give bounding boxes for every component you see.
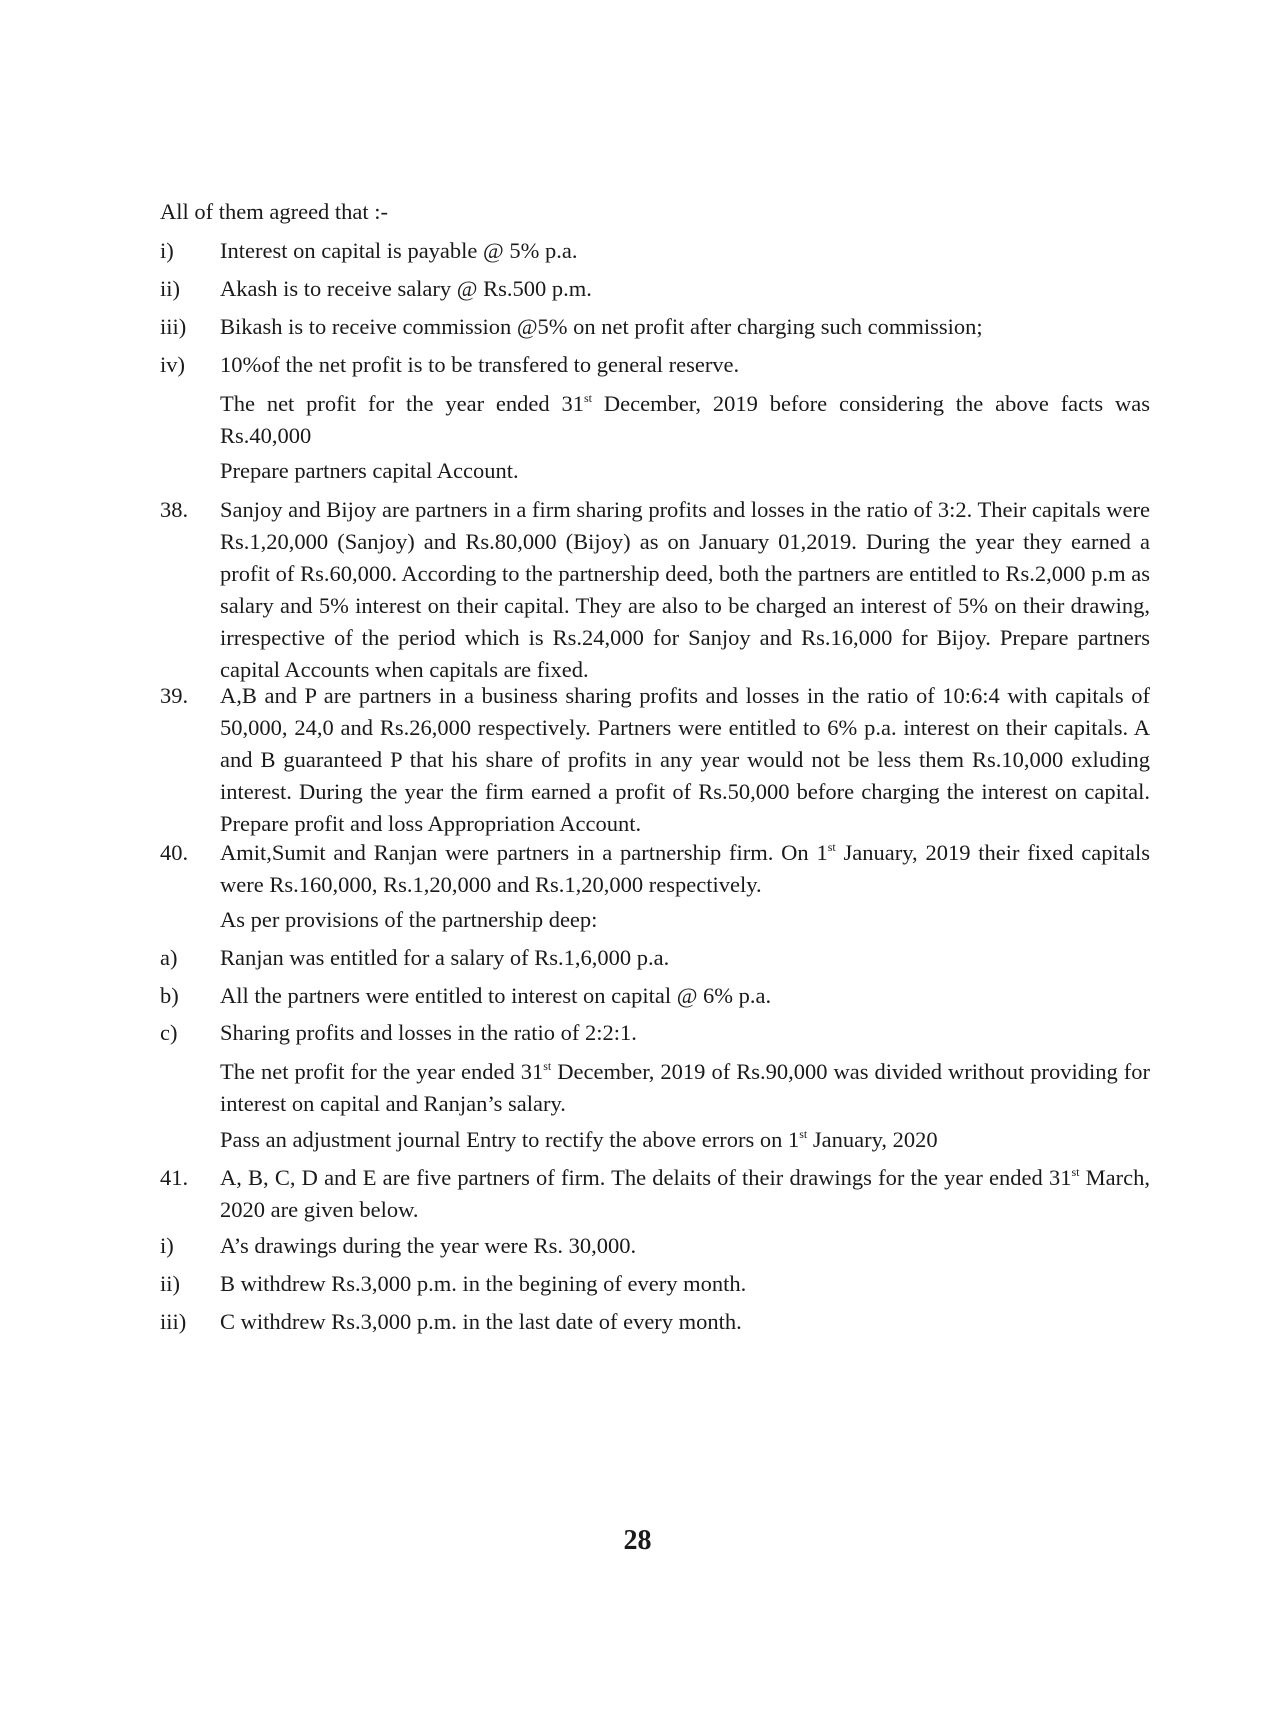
q40-task [220, 1124, 1150, 1156]
drawing-marker: iii) [160, 1309, 187, 1334]
drawing-text: A’s drawings during the year were Rs. 30,000. [220, 1233, 637, 1258]
text-part: December, 2019 of Rs.90,000 was divided writhout providing for interest on capital and Ranjan’s salary. [220, 1059, 1150, 1116]
text-part: December, 2019 before considering the above facts was Rs.40,000 [220, 391, 1150, 448]
question-number: 41. [160, 1165, 189, 1190]
superscript: st [584, 391, 593, 405]
superscript: st [1071, 1165, 1080, 1179]
text-part: Pass an adjustment journal Entry to rectify the above errors on 1 [220, 1127, 800, 1152]
drawing-marker: ii) [160, 1271, 180, 1296]
text-part: January, 2020 [807, 1127, 938, 1152]
question-number: 40. [160, 840, 189, 865]
provision-text: Sharing profits and losses in the ratio of 2:2:1. [220, 1020, 637, 1045]
superscript: st [799, 1127, 808, 1141]
provision-marker: b) [160, 983, 179, 1008]
superscript: st [543, 1059, 552, 1073]
drawing-marker: i) [160, 1233, 174, 1258]
term-text: Akash is to receive salary @ Rs.500 p.m. [220, 276, 592, 301]
text-part: A, B, C, D and E are five partners of firm. The delaits of their drawings for the year ended 31 [220, 1165, 1072, 1190]
provision-text: Ranjan was entitled for a salary of Rs.1,6,000 p.a. [220, 945, 670, 970]
term-text: Bikash is to receive commission @5% on net profit after charging such commission; [220, 314, 983, 339]
provision-marker: c) [160, 1020, 178, 1045]
drawing-text: B withdrew Rs.3,000 p.m. in the begining of every month. [220, 1271, 747, 1296]
text-part: The net profit for the year ended 31 [220, 1059, 544, 1084]
question-text [220, 1162, 1150, 1226]
question-text: Sanjoy and Bijoy are partners in a firm sharing profits and losses in the ratio of 3:2. Their capitals were Rs.1,20,000 (Sanjoy) and Rs.80,000 (Bijoy) as on January 01,2019. During the year they earned a profit of Rs.60,000. According to the partnership deed, both the partners are entitled to Rs.2,000 p.m as salary and 5% interest on their capital. They are also to be charged an interest of 5% on their drawing, irrespective of the period which is Rs.24,000 for Sanjoy and Rs.16,000 for Bijoy. Prepare partners capital Accounts when capitals are fixed. [220, 497, 1150, 682]
term-marker: iii) [160, 314, 187, 339]
q40-provisions: As per provisions of the partnership deep: [220, 907, 598, 932]
drawing-text: C withdrew Rs.3,000 p.m. in the last date of every month. [220, 1309, 742, 1334]
text-part: January, 2019 their fixed capitals were Rs.160,000, Rs.1,20,000 and Rs.1,20,000 respectively. [220, 840, 1150, 897]
intro-text: All of them agreed that :- [160, 199, 389, 224]
provision-text: All the partners were entitled to interest on capital @ 6% p.a. [220, 983, 772, 1008]
text-part: The net profit for the year ended 31 [220, 391, 584, 416]
term-text: 10%of the net profit is to be transfered to general reserve. [220, 352, 740, 377]
term-marker: i) [160, 238, 174, 263]
q37-task: Prepare partners capital Account. [220, 458, 519, 483]
question-text [220, 837, 1150, 901]
text-part: Amit,Sumit and Ranjan were partners in a partnership firm. On 1 [220, 840, 828, 865]
question-number: 39. [160, 683, 189, 708]
question-text: A,B and P are partners in a business sharing profits and losses in the ratio of 10:6:4 with capitals of 50,000, 24,0 and Rs.26,000 respectively. Partners were entitled to 6% p.a. interest on their capitals. A and B guaranteed P that his share of profits in any year would not be less them Rs.10,000 exluding interest. During the year the firm earned a profit of Rs.50,000 before charging the interest on capital. Prepare profit and loss Appropriation Account. [220, 683, 1150, 836]
term-text: Interest on capital is payable @ 5% p.a. [220, 238, 578, 263]
provision-marker: a) [160, 945, 178, 970]
page-number: 28 [623, 1525, 652, 1556]
superscript: st [827, 840, 836, 854]
question-number: 38. [160, 497, 189, 522]
term-marker: iv) [160, 352, 185, 377]
text-part: March, 2020 are given below. [220, 1165, 1150, 1222]
term-marker: ii) [160, 276, 180, 301]
q37-profit-paragraph [220, 388, 1150, 452]
q40-profit-paragraph [220, 1056, 1150, 1120]
